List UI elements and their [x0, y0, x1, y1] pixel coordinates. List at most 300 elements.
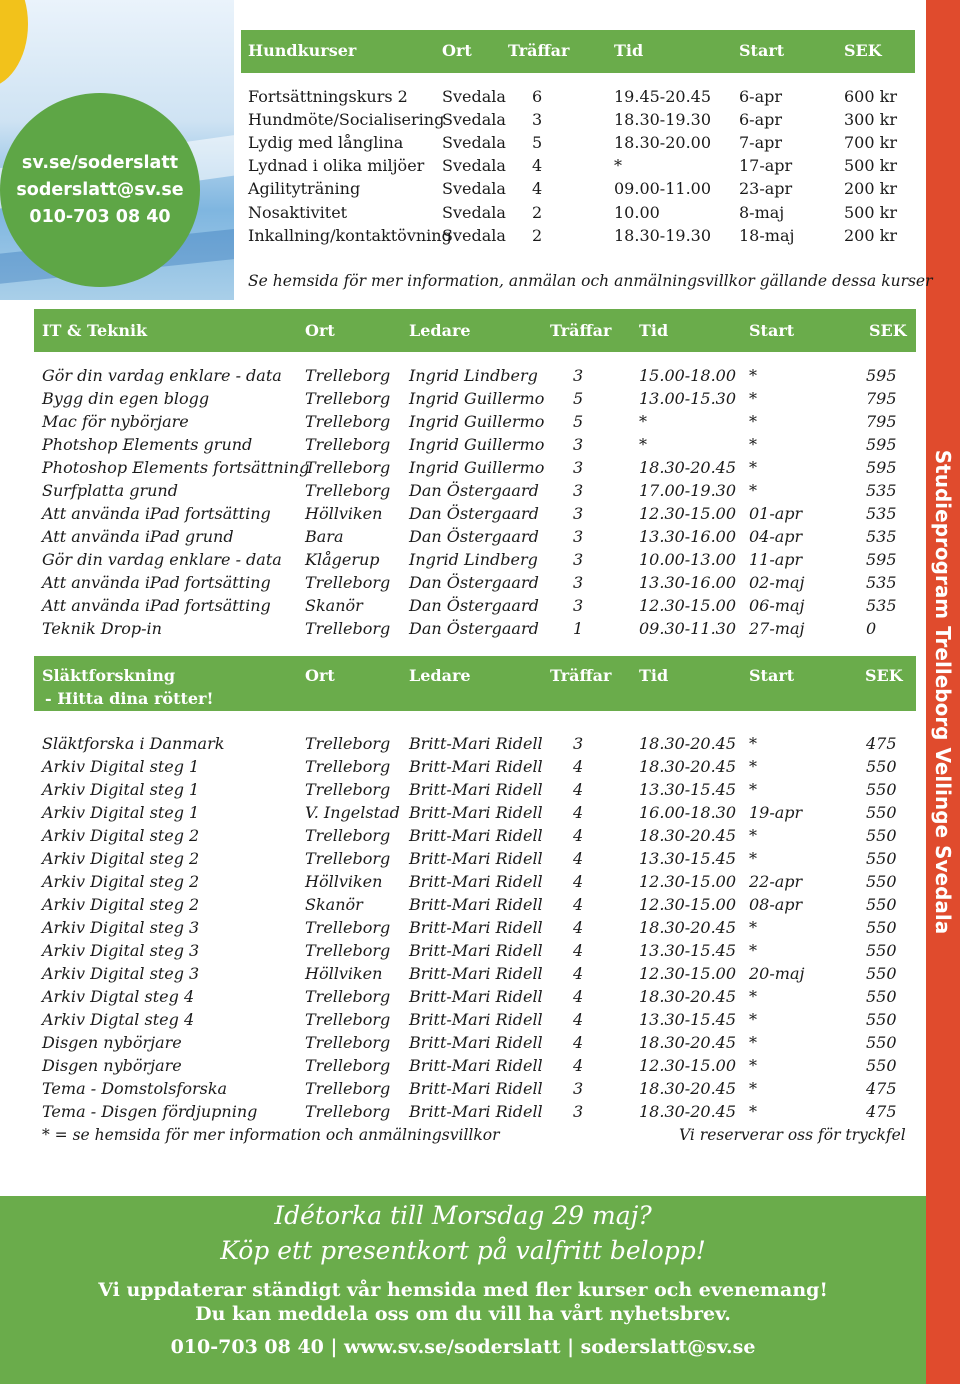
slakt-cell: 4 — [573, 849, 584, 868]
it-cell: 3 — [573, 366, 584, 385]
slakt-header-subtitle: - Hitta dina rötter! — [45, 689, 214, 708]
it-header-bar — [34, 309, 916, 352]
it-header-sek: SEK — [869, 321, 907, 340]
hund-cell: 3 — [532, 110, 543, 130]
hund-header-start: Start — [739, 41, 785, 60]
hund-cell: Svedala — [442, 202, 506, 222]
slakt-cell: 12.30-15.00 — [639, 964, 737, 983]
hund-cell: 18.30-20.00 — [614, 133, 712, 153]
slakt-cell: 4 — [573, 1056, 584, 1075]
slakt-cell: Arkiv Digital steg 2 — [42, 849, 200, 868]
slakt-cell: Trelleborg — [305, 1010, 391, 1029]
it-cell: Trelleborg — [305, 435, 391, 454]
slakt-header-ledare: Ledare — [409, 666, 471, 685]
it-cell: 18.30-20.45 — [639, 458, 737, 477]
slakt-header-traffar: Träffar — [550, 666, 612, 685]
hund-header-bar — [241, 30, 915, 73]
it-cell: * — [749, 389, 757, 408]
it-cell: Att använda iPad fortsätting — [42, 596, 271, 615]
slakt-cell: 3 — [573, 1079, 584, 1098]
hund-cell: Nosaktivitet — [248, 202, 348, 222]
hund-cell: 4 — [532, 156, 543, 176]
hund-row — [0, 156, 926, 179]
hund-row — [0, 179, 926, 202]
it-cell: 3 — [573, 573, 584, 592]
slakt-cell: Trelleborg — [305, 826, 391, 845]
slakt-row — [0, 1056, 926, 1079]
hund-row — [0, 203, 926, 226]
contact-web[interactable]: sv.se/soderslatt — [21, 152, 179, 173]
slakt-row — [0, 987, 926, 1010]
slakt-cell: 550 — [866, 849, 897, 868]
it-cell: 535 — [866, 481, 897, 500]
it-cell: * — [749, 458, 757, 477]
it-cell: 595 — [866, 366, 897, 385]
slakt-cell: 19-apr — [749, 803, 803, 822]
slakt-cell: 4 — [573, 780, 584, 799]
it-row — [0, 412, 926, 435]
slakt-cell: 08-apr — [749, 895, 803, 914]
slakt-cell: 550 — [866, 826, 897, 845]
slakt-cell: Arkiv Digtal steg 4 — [42, 1010, 195, 1029]
hund-cell: 6 — [532, 87, 543, 106]
slakt-cell: Trelleborg — [305, 987, 391, 1006]
hund-cell: Lydig med långlina — [248, 133, 404, 153]
it-cell: Ingrid Lindberg — [409, 550, 538, 569]
slakt-cell: Släktforska i Danmark — [42, 734, 225, 753]
hund-cell: 300 kr — [844, 110, 897, 130]
slakt-cell: Disgen nybörjare — [42, 1056, 182, 1075]
slakt-cell: 3 — [573, 734, 584, 753]
slakt-cell: Britt-Mari Ridell — [409, 872, 543, 891]
slakt-cell: 12.30-15.00 — [639, 895, 737, 914]
it-cell: 535 — [866, 573, 897, 592]
it-cell: Dan Östergaard — [409, 573, 539, 592]
slakt-cell: Britt-Mari Ridell — [409, 826, 543, 845]
it-cell: Skanör — [305, 596, 363, 615]
slakt-header-title: Släktforskning — [42, 666, 176, 685]
slakt-cell: 20-maj — [749, 964, 805, 983]
slakt-cell: Höllviken — [305, 872, 383, 891]
slakt-cell: 550 — [866, 1010, 897, 1029]
slakt-cell: 18.30-20.45 — [639, 1102, 737, 1121]
it-row — [0, 458, 926, 481]
it-cell: 13.30-16.00 — [639, 527, 737, 546]
hund-cell: 2 — [532, 225, 543, 245]
it-cell: Att använda iPad grund — [42, 527, 234, 546]
slakt-cell: * — [749, 757, 757, 776]
it-cell: * — [749, 412, 757, 431]
hund-cell: 18.30-19.30 — [614, 110, 712, 130]
slakt-cell: Höllviken — [305, 964, 383, 983]
slakt-cell: Britt-Mari Ridell — [409, 849, 543, 868]
it-cell: 15.00-18.00 — [639, 366, 737, 385]
slakt-cell: 550 — [866, 964, 897, 983]
slakt-cell: 12.30-15.00 — [639, 872, 737, 891]
slakt-cell: Trelleborg — [305, 757, 391, 776]
it-cell: Trelleborg — [305, 481, 391, 500]
it-cell: Ingrid Guillermo — [409, 412, 545, 431]
slakt-cell: Trelleborg — [305, 941, 391, 960]
it-cell: Ingrid Guillermo — [409, 435, 545, 454]
it-cell: Dan Östergaard — [409, 504, 539, 523]
it-cell: 1 — [573, 619, 584, 638]
it-cell: Höllviken — [305, 504, 383, 523]
it-cell: Att använda iPad fortsätting — [42, 504, 271, 523]
slakt-cell: 550 — [866, 941, 897, 960]
slakt-cell: 550 — [866, 872, 897, 891]
hund-cell: 6-apr — [739, 87, 783, 106]
slakt-cell: * — [749, 780, 757, 799]
hund-cell: 500 kr — [844, 156, 897, 176]
contact-phone: 010-703 08 40 — [29, 206, 171, 227]
slakt-cell: 3 — [573, 1102, 584, 1121]
hund-cell: 7-apr — [739, 133, 783, 153]
slakt-cell: Britt-Mari Ridell — [409, 1056, 543, 1075]
it-cell: 09.30-11.30 — [639, 619, 737, 638]
hund-cell: 6-apr — [739, 110, 783, 130]
it-cell: * — [749, 435, 757, 454]
slakt-cell: Trelleborg — [305, 918, 391, 937]
slakt-cell: 4 — [573, 826, 584, 845]
slakt-cell: Britt-Mari Ridell — [409, 1010, 543, 1029]
it-cell: 5 — [573, 412, 584, 431]
slakt-cell: 4 — [573, 941, 584, 960]
it-cell: 535 — [866, 504, 897, 523]
side-bar-title: Studieprogram Trelleborg Vellinge Svedala — [931, 449, 955, 935]
slakt-row — [0, 826, 926, 849]
it-header-traffar: Träffar — [550, 321, 612, 340]
slakt-cell: 4 — [573, 1010, 584, 1029]
slakt-cell: 4 — [573, 987, 584, 1006]
hund-cell: Inkallning/kontaktövning — [248, 225, 452, 245]
slakt-cell: Britt-Mari Ridell — [409, 895, 543, 914]
it-cell: Trelleborg — [305, 412, 391, 431]
hund-cell: 200 kr — [844, 225, 897, 245]
slakt-cell: * — [749, 918, 757, 937]
slakt-cell: 13.30-15.45 — [639, 941, 737, 960]
it-cell: 04-apr — [749, 527, 803, 546]
slakt-cell: 13.30-15.45 — [639, 849, 737, 868]
hund-cell: Hundmöte/Socialisering — [248, 110, 445, 130]
slakt-cell: Trelleborg — [305, 1079, 391, 1098]
slakt-cell: Arkiv Digital steg 1 — [42, 803, 200, 822]
it-cell: Mac för nybörjare — [42, 412, 189, 431]
slakt-row — [0, 1010, 926, 1033]
slakt-cell: Britt-Mari Ridell — [409, 964, 543, 983]
slakt-cell: 18.30-20.45 — [639, 826, 737, 845]
it-cell: 595 — [866, 435, 897, 454]
hund-header-sek: SEK — [844, 41, 882, 60]
hund-cell: 19.45-20.45 — [614, 87, 712, 106]
it-row — [0, 504, 926, 527]
hund-cell: Svedala — [442, 225, 506, 245]
it-cell: Ingrid Guillermo — [409, 389, 545, 408]
slakt-cell: Arkiv Digtal steg 4 — [42, 987, 195, 1006]
it-cell: Trelleborg — [305, 458, 391, 477]
it-cell: 595 — [866, 550, 897, 569]
it-cell: * — [749, 481, 757, 500]
it-cell: 27-maj — [749, 619, 805, 638]
slakt-cell: Disgen nybörjare — [42, 1033, 182, 1052]
hund-row — [0, 110, 926, 133]
slakt-cell: * — [749, 826, 757, 845]
slakt-cell: 4 — [573, 964, 584, 983]
it-cell: Dan Östergaard — [409, 481, 539, 500]
it-row — [0, 389, 926, 412]
slakt-cell: * — [749, 941, 757, 960]
it-cell: Dan Östergaard — [409, 619, 539, 638]
it-row — [0, 366, 926, 389]
slakt-cell: 4 — [573, 757, 584, 776]
it-cell: 12.30-15.00 — [639, 596, 737, 615]
it-cell: Dan Östergaard — [409, 527, 539, 546]
banner-contact-line[interactable]: 010-703 08 40 | www.sv.se/soderslatt | soderslatt@sv.se — [170, 1336, 756, 1358]
it-cell: Trelleborg — [305, 366, 391, 385]
it-cell: 01-apr — [749, 504, 803, 523]
it-cell: Teknik Drop-in — [42, 619, 162, 638]
it-header-ort: Ort — [305, 321, 335, 340]
it-cell: 11-apr — [749, 550, 803, 569]
slakt-cell: 550 — [866, 1033, 897, 1052]
it-cell: * — [639, 412, 647, 431]
it-header-ledare: Ledare — [409, 321, 471, 340]
it-cell: 17.00-19.30 — [639, 481, 737, 500]
slakt-row — [0, 1102, 926, 1125]
it-row — [0, 435, 926, 458]
slakt-cell: Britt-Mari Ridell — [409, 734, 543, 753]
slakt-row — [0, 780, 926, 803]
footnote-left: * = se hemsida för mer information och anmälningsvillkor — [42, 1126, 500, 1144]
slakt-cell: Trelleborg — [305, 1102, 391, 1121]
it-cell: Bara — [305, 527, 344, 546]
slakt-row — [0, 1079, 926, 1102]
it-cell: Gör din vardag enklare - data — [42, 366, 282, 385]
slakt-cell: Trelleborg — [305, 780, 391, 799]
hund-row — [0, 133, 926, 156]
it-cell: 10.00-13.00 — [639, 550, 737, 569]
it-cell: Dan Östergaard — [409, 596, 539, 615]
it-header-tid: Tid — [639, 321, 669, 340]
slakt-cell: 18.30-20.45 — [639, 1033, 737, 1052]
slakt-cell: 550 — [866, 757, 897, 776]
it-cell: 3 — [573, 527, 584, 546]
slakt-cell: Arkiv Digital steg 2 — [42, 826, 200, 845]
slakt-cell: Arkiv Digital steg 2 — [42, 872, 200, 891]
slakt-row — [0, 734, 926, 757]
slakt-cell: Arkiv Digital steg 3 — [42, 964, 200, 983]
slakt-cell: * — [749, 1056, 757, 1075]
slakt-cell: * — [749, 987, 757, 1006]
bottom-banner — [0, 1196, 926, 1384]
it-cell: Att använda iPad fortsätting — [42, 573, 271, 592]
it-cell: Gör din vardag enklare - data — [42, 550, 282, 569]
it-cell: 12.30-15.00 — [639, 504, 737, 523]
slakt-cell: * — [749, 1102, 757, 1121]
hund-cell: 18.30-19.30 — [614, 225, 712, 245]
slakt-cell: Tema - Domstolsforska — [42, 1079, 228, 1098]
it-cell: Ingrid Lindberg — [409, 366, 538, 385]
slakt-cell: Trelleborg — [305, 734, 391, 753]
slakt-cell: Skanör — [305, 895, 363, 914]
slakt-cell: 4 — [573, 895, 584, 914]
hund-header-traffar: Träffar — [508, 41, 570, 60]
it-cell: 3 — [573, 435, 584, 454]
hund-cell: Lydnad i olika miljöer — [248, 156, 425, 176]
slakt-cell: 13.30-15.45 — [639, 1010, 737, 1029]
slakt-row — [0, 803, 926, 826]
slakt-cell: * — [749, 734, 757, 753]
slakt-row — [0, 895, 926, 918]
slakt-cell: 4 — [573, 918, 584, 937]
slakt-cell: Britt-Mari Ridell — [409, 1102, 543, 1121]
slakt-cell: Britt-Mari Ridell — [409, 1079, 543, 1098]
slakt-row — [0, 1033, 926, 1056]
it-row — [0, 573, 926, 596]
it-cell: 3 — [573, 550, 584, 569]
it-cell: 3 — [573, 504, 584, 523]
hund-header-tid: Tid — [614, 41, 644, 60]
it-cell: 795 — [866, 389, 897, 408]
hund-row — [0, 226, 926, 249]
hund-cell: 10.00 — [614, 202, 660, 222]
hund-cell: 700 kr — [844, 133, 897, 153]
slakt-row — [0, 757, 926, 780]
slakt-cell: Arkiv Digital steg 1 — [42, 780, 200, 799]
it-cell: Photshop Elements grund — [42, 435, 253, 454]
slakt-cell: 18.30-20.45 — [639, 757, 737, 776]
slakt-cell: Trelleborg — [305, 1056, 391, 1075]
slakt-cell: 18.30-20.45 — [639, 1079, 737, 1098]
slakt-cell: Britt-Mari Ridell — [409, 941, 543, 960]
it-cell: 06-maj — [749, 596, 805, 615]
it-row — [0, 481, 926, 504]
hund-cell: 09.00-11.00 — [614, 179, 712, 199]
hund-cell: Svedala — [442, 156, 506, 176]
hund-cell: Svedala — [442, 133, 506, 153]
it-cell: 595 — [866, 458, 897, 477]
banner-update-text: Vi uppdaterar ständigt vår hemsida med fler kurser och evenemang! — [98, 1279, 828, 1301]
slakt-row — [0, 964, 926, 987]
it-cell: Ingrid Guillermo — [409, 458, 545, 477]
it-row — [0, 527, 926, 550]
contact-email[interactable]: soderslatt@sv.se — [16, 179, 184, 200]
slakt-cell: Britt-Mari Ridell — [409, 918, 543, 937]
slakt-cell: 18.30-20.45 — [639, 987, 737, 1006]
hund-cell: Fortsättningskurs 2 — [248, 87, 408, 106]
slakt-row — [0, 941, 926, 964]
hund-cell: 2 — [532, 202, 543, 222]
it-cell: Trelleborg — [305, 389, 391, 408]
hund-header-title: Hundkurser — [248, 41, 357, 60]
it-cell: Trelleborg — [305, 619, 391, 638]
it-cell: 13.00-15.30 — [639, 389, 737, 408]
slakt-header-sek: SEK — [865, 666, 903, 685]
it-cell: 3 — [573, 481, 584, 500]
slakt-cell: 475 — [866, 1079, 897, 1098]
hund-cell: 8-maj — [739, 202, 785, 222]
it-cell: 535 — [866, 596, 897, 615]
it-cell: * — [639, 435, 647, 454]
it-row — [0, 550, 926, 573]
hund-cell: 500 kr — [844, 202, 897, 222]
it-header-title: IT & Teknik — [42, 321, 148, 340]
slakt-header-tid: Tid — [639, 666, 669, 685]
banner-newsletter-text: Du kan meddela oss om du vill ha vårt nyhetsbrev. — [195, 1303, 731, 1325]
slakt-cell: 4 — [573, 1033, 584, 1052]
slakt-cell: Trelleborg — [305, 849, 391, 868]
slakt-cell: Arkiv Digital steg 3 — [42, 918, 200, 937]
it-cell: Photoshop Elements fortsättning — [42, 458, 310, 477]
it-header-start: Start — [749, 321, 795, 340]
slakt-cell: 475 — [866, 1102, 897, 1121]
slakt-cell: 550 — [866, 1056, 897, 1075]
slakt-cell: * — [749, 1079, 757, 1098]
hund-cell: 23-apr — [739, 179, 793, 199]
slakt-cell: Arkiv Digital steg 2 — [42, 895, 200, 914]
slakt-cell: 550 — [866, 803, 897, 822]
hund-cell: 4 — [532, 179, 543, 199]
slakt-cell: 550 — [866, 918, 897, 937]
it-cell: * — [749, 366, 757, 385]
slakt-cell: V. Ingelstad — [305, 803, 400, 822]
slakt-cell: Britt-Mari Ridell — [409, 780, 543, 799]
slakt-cell: Britt-Mari Ridell — [409, 1033, 543, 1052]
slakt-cell: Britt-Mari Ridell — [409, 987, 543, 1006]
slakt-header-bar — [34, 656, 916, 711]
it-cell: 02-maj — [749, 573, 805, 592]
it-cell: Bygg din egen blogg — [42, 389, 210, 408]
slakt-header-ort: Ort — [305, 666, 335, 685]
it-cell: 3 — [573, 596, 584, 615]
slakt-header-start: Start — [749, 666, 795, 685]
it-row — [0, 619, 926, 642]
slakt-cell: 22-apr — [749, 872, 803, 891]
slakt-row — [0, 849, 926, 872]
slakt-row — [0, 918, 926, 941]
it-cell: Klågerup — [305, 550, 380, 569]
hund-cell: 5 — [532, 133, 543, 153]
it-cell: 535 — [866, 527, 897, 546]
slakt-cell: 12.30-15.00 — [639, 1056, 737, 1075]
slakt-cell: 16.00-18.30 — [639, 803, 737, 822]
it-cell: 5 — [573, 389, 584, 408]
it-cell: 13.30-16.00 — [639, 573, 737, 592]
slakt-cell: 4 — [573, 803, 584, 822]
slakt-cell: 550 — [866, 987, 897, 1006]
banner-subheadline: Köp ett presentkort på valfritt belopp! — [220, 1236, 706, 1265]
it-cell: Trelleborg — [305, 573, 391, 592]
hund-cell: * — [614, 156, 622, 176]
slakt-cell: 13.30-15.45 — [639, 780, 737, 799]
slakt-cell: Arkiv Digital steg 3 — [42, 941, 200, 960]
hund-cell: Svedala — [442, 110, 506, 130]
it-cell: Surfplatta grund — [42, 481, 178, 500]
slakt-cell: Arkiv Digital steg 1 — [42, 757, 200, 776]
hund-cell: 18-maj — [739, 225, 795, 245]
hund-note: Se hemsida för mer information, anmälan och anmälningsvillkor gällande dessa kurser — [248, 272, 933, 290]
hund-cell: 600 kr — [844, 87, 897, 106]
footnote-right: Vi reserverar oss för tryckfel — [679, 1126, 906, 1144]
hund-cell: Svedala — [442, 179, 506, 199]
hund-header-ort: Ort — [442, 41, 472, 60]
it-row — [0, 596, 926, 619]
slakt-cell: 18.30-20.45 — [639, 734, 737, 753]
slakt-cell: Britt-Mari Ridell — [409, 803, 543, 822]
slakt-cell: Tema - Disgen fördjupning — [42, 1102, 258, 1121]
hund-cell: 200 kr — [844, 179, 897, 199]
banner-headline: Idétorka till Morsdag 29 maj? — [274, 1201, 652, 1230]
